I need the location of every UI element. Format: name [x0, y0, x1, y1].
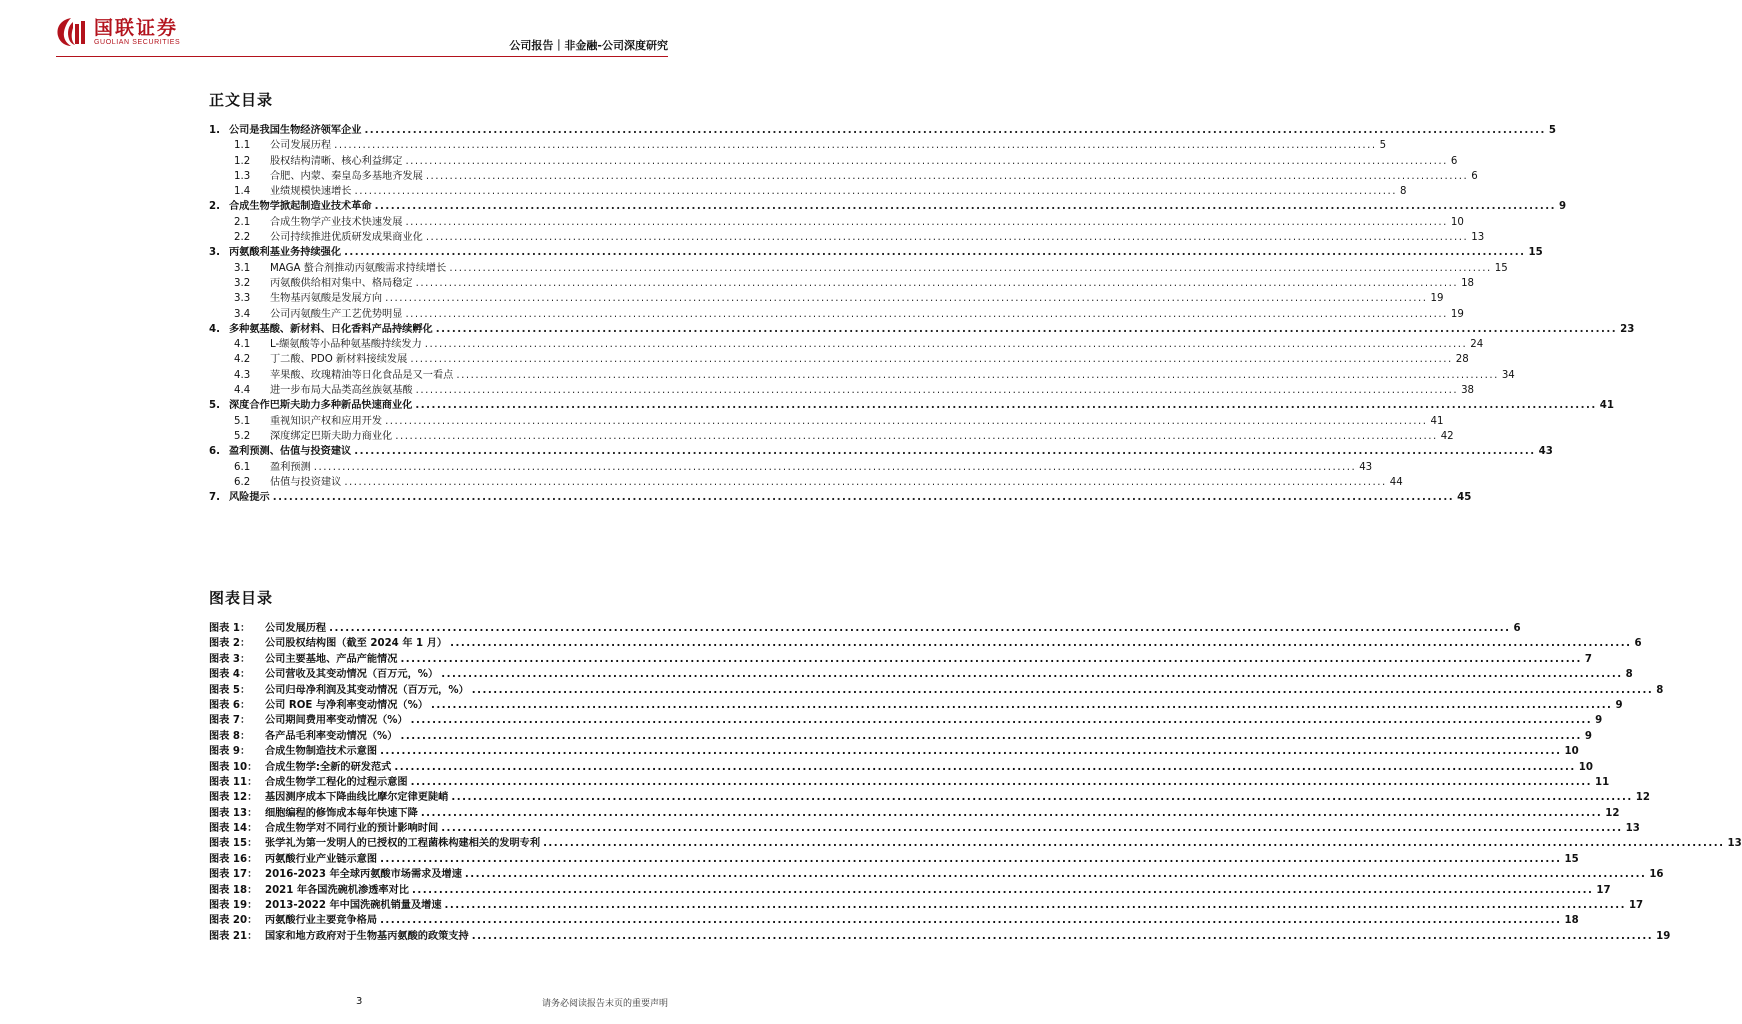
toc-entry-page: 42 [1440, 430, 1454, 442]
figure-page: 19 [1656, 930, 1671, 942]
figure-leader-dots: ............................................................................................................................................................................................................................ [444, 900, 1626, 912]
toc-entry-title: 合成生物学掀起制造业技术革命 [229, 201, 372, 213]
figure-list-entry[interactable] [209, 788, 1650, 804]
figure-list-entry[interactable] [209, 758, 1593, 773]
figure-leader-dots: ............................................................................................................................................................................................................................ [420, 807, 1603, 819]
toc-section-entry[interactable] [209, 427, 1454, 442]
figure-leader-dots: ............................................................................................................................................................................................................................ [471, 684, 1654, 696]
toc-entry-page: 6 [1471, 170, 1478, 182]
figure-leader-dots: ............................................................................................................................................................................................................................ [394, 761, 1576, 773]
table-of-contents [209, 121, 1635, 504]
toc-entry-page: 45 [1457, 492, 1472, 504]
toc-entry-title: 公司持续推进优质研发成果商业化 [270, 232, 423, 244]
toc-entry-page: 13 [1471, 232, 1485, 244]
figure-page: 18 [1564, 915, 1579, 927]
figure-title: 公司归母净利润及其变动情况（百万元，%） [265, 684, 469, 696]
toc-entry-page: 41 [1430, 415, 1444, 427]
toc-leader-dots: ............................................................................................................................................................................................................................ [344, 247, 1526, 259]
figure-page: 12 [1605, 807, 1620, 819]
figure-title: 2013-2022 年中国洗碗机销量及增速 [265, 900, 442, 912]
figure-page: 6 [1634, 638, 1642, 650]
toc-entry-page: 8 [1399, 186, 1407, 198]
toc-entry-title: 多种氨基酸、新材料、日化香料产品持续孵化 [229, 323, 433, 335]
figure-page: 12 [1635, 792, 1650, 804]
figure-list-entry[interactable] [209, 619, 1521, 634]
toc-entry-number: 4.1 [234, 339, 251, 351]
figure-page: 9 [1584, 730, 1592, 742]
toc-section-entry[interactable] [209, 228, 1485, 244]
toc-entry-title: 丙氨酸利基业务持续强化 [229, 247, 342, 259]
figure-list-entry[interactable] [209, 773, 1610, 788]
footer-disclaimer: 请务必阅读报告末页的重要声明 [541, 999, 668, 1009]
toc-entry-page: 28 [1455, 354, 1469, 366]
figure-label: 图表 18： [209, 884, 258, 896]
figure-label: 图表 16： [209, 853, 258, 865]
figure-page: 11 [1595, 776, 1610, 788]
toc-section-entry[interactable] [209, 350, 1469, 366]
figure-leader-dots: ............................................................................................................................................................................................................................ [464, 869, 1647, 881]
toc-entry-number: 3.3 [234, 293, 251, 305]
toc-entry-page: 24 [1470, 339, 1484, 351]
figure-label: 图表 19： [209, 900, 258, 912]
figure-title: 2021 年各国洗碗机渗透率对比 [265, 884, 409, 896]
toc-section-entry[interactable] [209, 335, 1484, 351]
toc-chapter-entry[interactable] [209, 396, 1614, 412]
figure-list-entry[interactable] [209, 927, 1671, 942]
figure-title: 公司 ROE 与净利率变动情况（%） [265, 699, 429, 711]
toc-entry-number: 4.2 [234, 354, 251, 366]
page-header [0, 0, 724, 60]
toc-entry-page: 10 [1450, 216, 1464, 228]
toc-entry-number: 3.1 [234, 262, 251, 274]
figure-page: 13 [1625, 823, 1640, 835]
figure-page: 16 [1649, 869, 1664, 881]
company-logo [54, 16, 180, 48]
toc-entry-title: 进一步布局大品类高丝族氨基酸 [270, 385, 413, 397]
figure-title: 公司股权结构图（截至 2024 年 1 月） [265, 638, 448, 650]
toc-leader-dots: ............................................................................................................................................................................................................................ [415, 277, 1459, 289]
figure-leader-dots: ............................................................................................................................................................................................................................ [380, 915, 1562, 927]
logo-english-name: GUOLIAN SECURITIES [94, 38, 181, 46]
toc-entry-number: 1.3 [234, 170, 251, 182]
toc-leader-dots: ............................................................................................................................................................................................................................ [272, 492, 1455, 504]
logo-chinese-name: 国联证券 [94, 16, 179, 39]
figure-label: 图表 12： [209, 792, 258, 804]
figure-title: 合成生物学:全新的研发范式 [265, 761, 392, 773]
toc-entry-page: 5 [1379, 140, 1387, 152]
figure-title: 公司营收及其变动情况（百万元，%） [265, 669, 439, 681]
toc-entry-number: 4.3 [234, 369, 251, 381]
toc-entry-title: 丙氨酸供给相对集中、格局稳定 [270, 277, 413, 289]
toc-section-entry[interactable] [209, 366, 1515, 381]
figure-page: 7 [1584, 653, 1592, 665]
toc-entry-number: 1.1 [234, 140, 251, 152]
toc-leader-dots: ............................................................................................................................................................................................................................ [456, 369, 1499, 381]
figure-leader-dots: ............................................................................................................................................................................................................................ [329, 623, 1511, 634]
figure-label: 图表 3： [209, 653, 251, 665]
figure-page: 9 [1595, 715, 1603, 727]
toc-entry-page: 41 [1599, 400, 1614, 412]
figure-label: 图表 8： [209, 730, 251, 742]
toc-entry-title: 盈利预测、估值与投资建议 [229, 446, 352, 458]
toc-entry-title: 丁二酸、PDO 新材料接续发展 [270, 354, 408, 366]
figure-list-entry[interactable] [209, 650, 1592, 665]
figure-title: 公司发展历程 [265, 623, 327, 634]
toc-leader-dots: ............................................................................................................................................................................................................................ [385, 293, 1428, 305]
figure-list-entry[interactable] [209, 865, 1664, 881]
toc-leader-dots: ............................................................................................................................................................................................................................ [385, 415, 1428, 427]
toc-entry-number: 6. [209, 446, 220, 458]
figure-title: 2016-2023 年全球丙氨酸市场需求及增速 [265, 869, 462, 881]
figure-label: 图表 6： [209, 699, 251, 711]
toc-entry-title: 合肥、内蒙、秦皇岛多基地齐发展 [270, 170, 423, 182]
figure-label: 图表 13： [209, 807, 258, 819]
toc-leader-dots: ............................................................................................................................................................................................................................ [364, 125, 1546, 136]
figure-title: 合成生物学工程化的过程示意图 [265, 776, 408, 788]
figure-page: 17 [1596, 884, 1611, 896]
toc-leader-dots: ............................................................................................................................................................................................................................ [415, 385, 1459, 397]
figure-title: 基因测序成本下降曲线比摩尔定律更陡峭 [265, 792, 449, 804]
figure-list-entry[interactable] [209, 881, 1611, 896]
toc-entry-title: 合成生物学产业技术快速发展 [270, 216, 403, 228]
toc-entry-page: 43 [1359, 461, 1373, 473]
figure-label: 图表 9： [209, 746, 251, 758]
figure-title: 国家和地方政府对于生物基丙氨酸的政策支持 [265, 930, 469, 942]
toc-chapter-entry[interactable] [209, 243, 1543, 259]
figure-page: 6 [1513, 623, 1521, 634]
figure-label: 图表 14： [209, 823, 258, 835]
toc-section-entry[interactable] [209, 305, 1464, 320]
toc-leader-dots: ............................................................................................................................................................................................................................ [313, 461, 1357, 473]
toc-entry-title: MAGA 螯合剂推动丙氨酸需求持续增长 [270, 262, 447, 274]
toc-entry-page: 43 [1538, 446, 1553, 458]
toc-entry-number: 3.4 [234, 308, 251, 320]
toc-leader-dots: ............................................................................................................................................................................................................................ [344, 476, 1387, 488]
toc-entry-title: 公司丙氨酸生产工艺优势明显 [270, 308, 403, 320]
toc-entry-title: 生物基丙氨酸是发展方向 [270, 293, 383, 305]
toc-entry-page: 44 [1389, 476, 1403, 488]
figure-title: 合成生物制造技术示意图 [265, 746, 378, 758]
toc-section-entry[interactable] [209, 274, 1475, 289]
toc-entry-title: 估值与投资建议 [270, 476, 342, 488]
figure-leader-dots: ............................................................................................................................................................................................................................ [411, 884, 1594, 896]
figure-label: 图表 2： [209, 638, 251, 650]
toc-entry-number: 4. [209, 323, 220, 335]
toc-entry-title: 公司是我国生物经济领军企业 [229, 125, 362, 136]
toc-leader-dots: ............................................................................................................................................................................................................................ [395, 430, 1438, 442]
toc-entry-title: 苹果酸、玫瑰精油等日化食品是又一看点 [270, 369, 454, 381]
toc-leader-dots: ............................................................................................................................................................................................................................ [425, 232, 1469, 244]
toc-entry-page: 34 [1501, 369, 1515, 381]
figure-list-entry[interactable] [209, 696, 1623, 711]
toc-section-entry[interactable] [209, 167, 1478, 182]
figure-label: 图表 21： [209, 930, 258, 942]
figure-leader-dots: ............................................................................................................................................................................................................................ [441, 823, 1623, 835]
figure-label: 图表 15： [209, 838, 258, 850]
toc-chapter-entry[interactable] [209, 488, 1472, 504]
figure-page: 15 [1564, 853, 1579, 865]
figure-label: 图表 10： [209, 761, 258, 773]
toc-entry-title: L-缬氨酸等小品种氨基酸持续发力 [270, 339, 422, 351]
toc-leader-dots: ............................................................................................................................................................................................................................ [415, 400, 1597, 412]
figure-title: 张学礼为第一发明人的已授权的工程菌株构建相关的发明专利 [265, 838, 541, 850]
figure-page: 17 [1628, 900, 1644, 912]
toc-entry-number: 2. [209, 201, 220, 213]
toc-section-entry[interactable] [209, 136, 1387, 152]
toc-entry-title: 公司发展历程 [270, 140, 332, 152]
figure-leader-dots: ............................................................................................................................................................................................................................ [471, 930, 1654, 942]
figure-label: 图表 5： [209, 684, 251, 696]
toc-entry-number: 3.2 [234, 277, 251, 289]
toc-chapter-entry[interactable] [209, 320, 1635, 335]
figure-leader-dots: ............................................................................................................................................................................................................................ [543, 838, 1725, 850]
toc-entry-number: 4.4 [234, 385, 251, 397]
figure-leader-dots: ............................................................................................................................................................................................................................ [441, 669, 1623, 681]
toc-leader-dots: ............................................................................................................................................................................................................................ [374, 201, 1557, 213]
toc-entry-number: 1.4 [234, 186, 251, 198]
toc-entry-number: 1.2 [234, 155, 251, 167]
toc-leader-dots: ............................................................................................................................................................................................................................ [334, 140, 1377, 152]
toc-entry-title: 股权结构清晰、核心利益绑定 [270, 155, 403, 167]
figure-list-entry[interactable] [209, 634, 1642, 650]
toc-chapter-entry[interactable] [209, 442, 1553, 458]
toc-entry-number: 7. [209, 492, 220, 504]
figure-leader-dots: ............................................................................................................................................................................................................................ [431, 699, 1613, 711]
toc-section-entry[interactable] [209, 182, 1407, 198]
toc-section-entry[interactable] [209, 259, 1508, 274]
figure-title: 丙氨酸行业主要竞争格局 [265, 915, 378, 927]
toc-entry-number: 6.1 [234, 461, 251, 473]
toc-leader-dots: ............................................................................................................................................................................................................................ [449, 262, 1492, 274]
toc-entry-title: 重视知识产权和应用开发 [270, 415, 383, 427]
figure-label: 图表 17： [209, 869, 258, 881]
report-type-label: 公司报告｜非金融-公司深度研究 [509, 39, 668, 52]
toc-leader-dots: ............................................................................................................................................................................................................................ [354, 186, 1397, 198]
figure-title: 细胞编程的修饰成本每年快速下降 [265, 807, 418, 819]
figure-list-entry[interactable] [209, 819, 1640, 835]
toc-section-entry[interactable] [209, 381, 1475, 397]
figure-title: 公司期间费用率变动情况（%） [265, 715, 408, 727]
toc-entry-title: 深度绑定巴斯夫助力商业化 [270, 430, 393, 442]
toc-entry-title: 盈利预测 [270, 461, 311, 473]
figure-page: 8 [1625, 669, 1633, 681]
figure-list-entry[interactable] [209, 911, 1579, 927]
toc-title: 正文目录 [209, 91, 274, 109]
toc-leader-dots: ............................................................................................................................................................................................................................ [405, 155, 1448, 167]
toc-entry-page: 23 [1620, 323, 1635, 335]
toc-chapter-entry[interactable] [209, 197, 1567, 213]
figure-label: 图表 1： [209, 623, 251, 634]
logo-mark-icon [54, 16, 88, 48]
toc-entry-number: 5.1 [234, 415, 251, 427]
toc-entry-number: 2.2 [234, 232, 251, 244]
toc-leader-dots: ............................................................................................................................................................................................................................ [435, 323, 1618, 335]
figure-page: 10 [1578, 761, 1593, 773]
toc-leader-dots: ............................................................................................................................................................................................................................ [424, 339, 1468, 351]
toc-entry-page: 6 [1450, 155, 1458, 167]
figure-title: 公司主要基地、产品产能情况 [265, 653, 398, 665]
page-number: 3 [356, 996, 363, 1007]
toc-entry-page: 9 [1559, 201, 1567, 213]
figure-list-entry[interactable] [209, 804, 1620, 819]
figure-label: 图表 4： [209, 669, 251, 681]
toc-entry-number: 1. [209, 125, 220, 136]
toc-entry-page: 38 [1461, 385, 1475, 397]
toc-entry-page: 15 [1494, 262, 1508, 274]
figure-list-entry[interactable] [209, 665, 1633, 681]
toc-entry-page: 18 [1461, 277, 1475, 289]
figure-leader-dots: ............................................................................................................................................................................................................................ [410, 776, 1593, 788]
figure-leader-dots: ............................................................................................................................................................................................................................ [380, 746, 1562, 758]
figure-title: 各产品毛利率变动情况（%） [265, 730, 398, 742]
toc-entry-number: 2.1 [234, 216, 251, 228]
figure-page: 8 [1656, 684, 1664, 696]
toc-entry-page: 19 [1430, 293, 1444, 305]
toc-section-entry[interactable] [209, 213, 1464, 228]
toc-section-entry[interactable] [209, 473, 1403, 488]
figure-leader-dots: ............................................................................................................................................................................................................................ [410, 715, 1593, 727]
toc-entry-number: 6.2 [234, 476, 251, 488]
figure-title: 合成生物学对不同行业的预计影响时间 [265, 823, 439, 835]
toc-leader-dots: ............................................................................................................................................................................................................................ [425, 170, 1469, 182]
figure-leader-dots: ............................................................................................................................................................................................................................ [380, 853, 1562, 865]
toc-leader-dots: ............................................................................................................................................................................................................................ [405, 308, 1448, 320]
figures-title: 图表目录 [209, 589, 274, 607]
figure-list-entry[interactable] [209, 896, 1644, 912]
toc-entry-page: 5 [1548, 125, 1556, 136]
toc-entry-number: 5. [209, 400, 220, 412]
figure-label: 图表 20： [209, 915, 258, 927]
figure-list-entry[interactable] [209, 711, 1603, 727]
toc-entry-title: 业绩规模快速增长 [270, 186, 352, 198]
figure-leader-dots: ............................................................................................................................................................................................................................ [400, 653, 1582, 665]
header-divider [56, 56, 668, 57]
figure-list-entry[interactable] [209, 727, 1592, 742]
toc-entry-title: 风险提示 [229, 492, 270, 504]
figure-list-entry[interactable] [209, 834, 1742, 850]
figure-page: 13 [1727, 838, 1742, 850]
figure-label: 图表 11： [209, 776, 258, 788]
toc-entry-title: 深度合作巴斯夫助力多种新品快速商业化 [229, 400, 413, 412]
toc-leader-dots: ............................................................................................................................................................................................................................ [354, 446, 1536, 458]
figure-page: 10 [1564, 746, 1579, 758]
toc-section-entry[interactable] [209, 289, 1444, 305]
toc-section-entry[interactable] [209, 152, 1458, 167]
toc-leader-dots: ............................................................................................................................................................................................................................ [410, 354, 1453, 366]
toc-chapter-entry[interactable] [209, 121, 1556, 136]
figure-leader-dots: ............................................................................................................................................................................................................................ [450, 638, 1632, 650]
figure-title: 丙氨酸行业产业链示意图 [265, 853, 378, 865]
toc-section-entry[interactable] [209, 458, 1373, 473]
figure-list [209, 619, 1742, 942]
figure-page: 9 [1615, 699, 1623, 711]
figure-label: 图表 7： [209, 715, 251, 727]
figure-list-entry[interactable] [209, 742, 1579, 758]
toc-section-entry[interactable] [209, 412, 1444, 427]
figure-list-entry[interactable] [209, 850, 1579, 865]
toc-entry-number: 3. [209, 247, 220, 259]
toc-entry-number: 5.2 [234, 430, 251, 442]
figure-list-entry[interactable] [209, 681, 1664, 696]
toc-leader-dots: ............................................................................................................................................................................................................................ [405, 216, 1448, 228]
toc-entry-page: 15 [1528, 247, 1543, 259]
figure-leader-dots: ............................................................................................................................................................................................................................ [400, 730, 1582, 742]
toc-entry-page: 19 [1450, 308, 1464, 320]
figure-leader-dots: ............................................................................................................................................................................................................................ [451, 792, 1633, 804]
